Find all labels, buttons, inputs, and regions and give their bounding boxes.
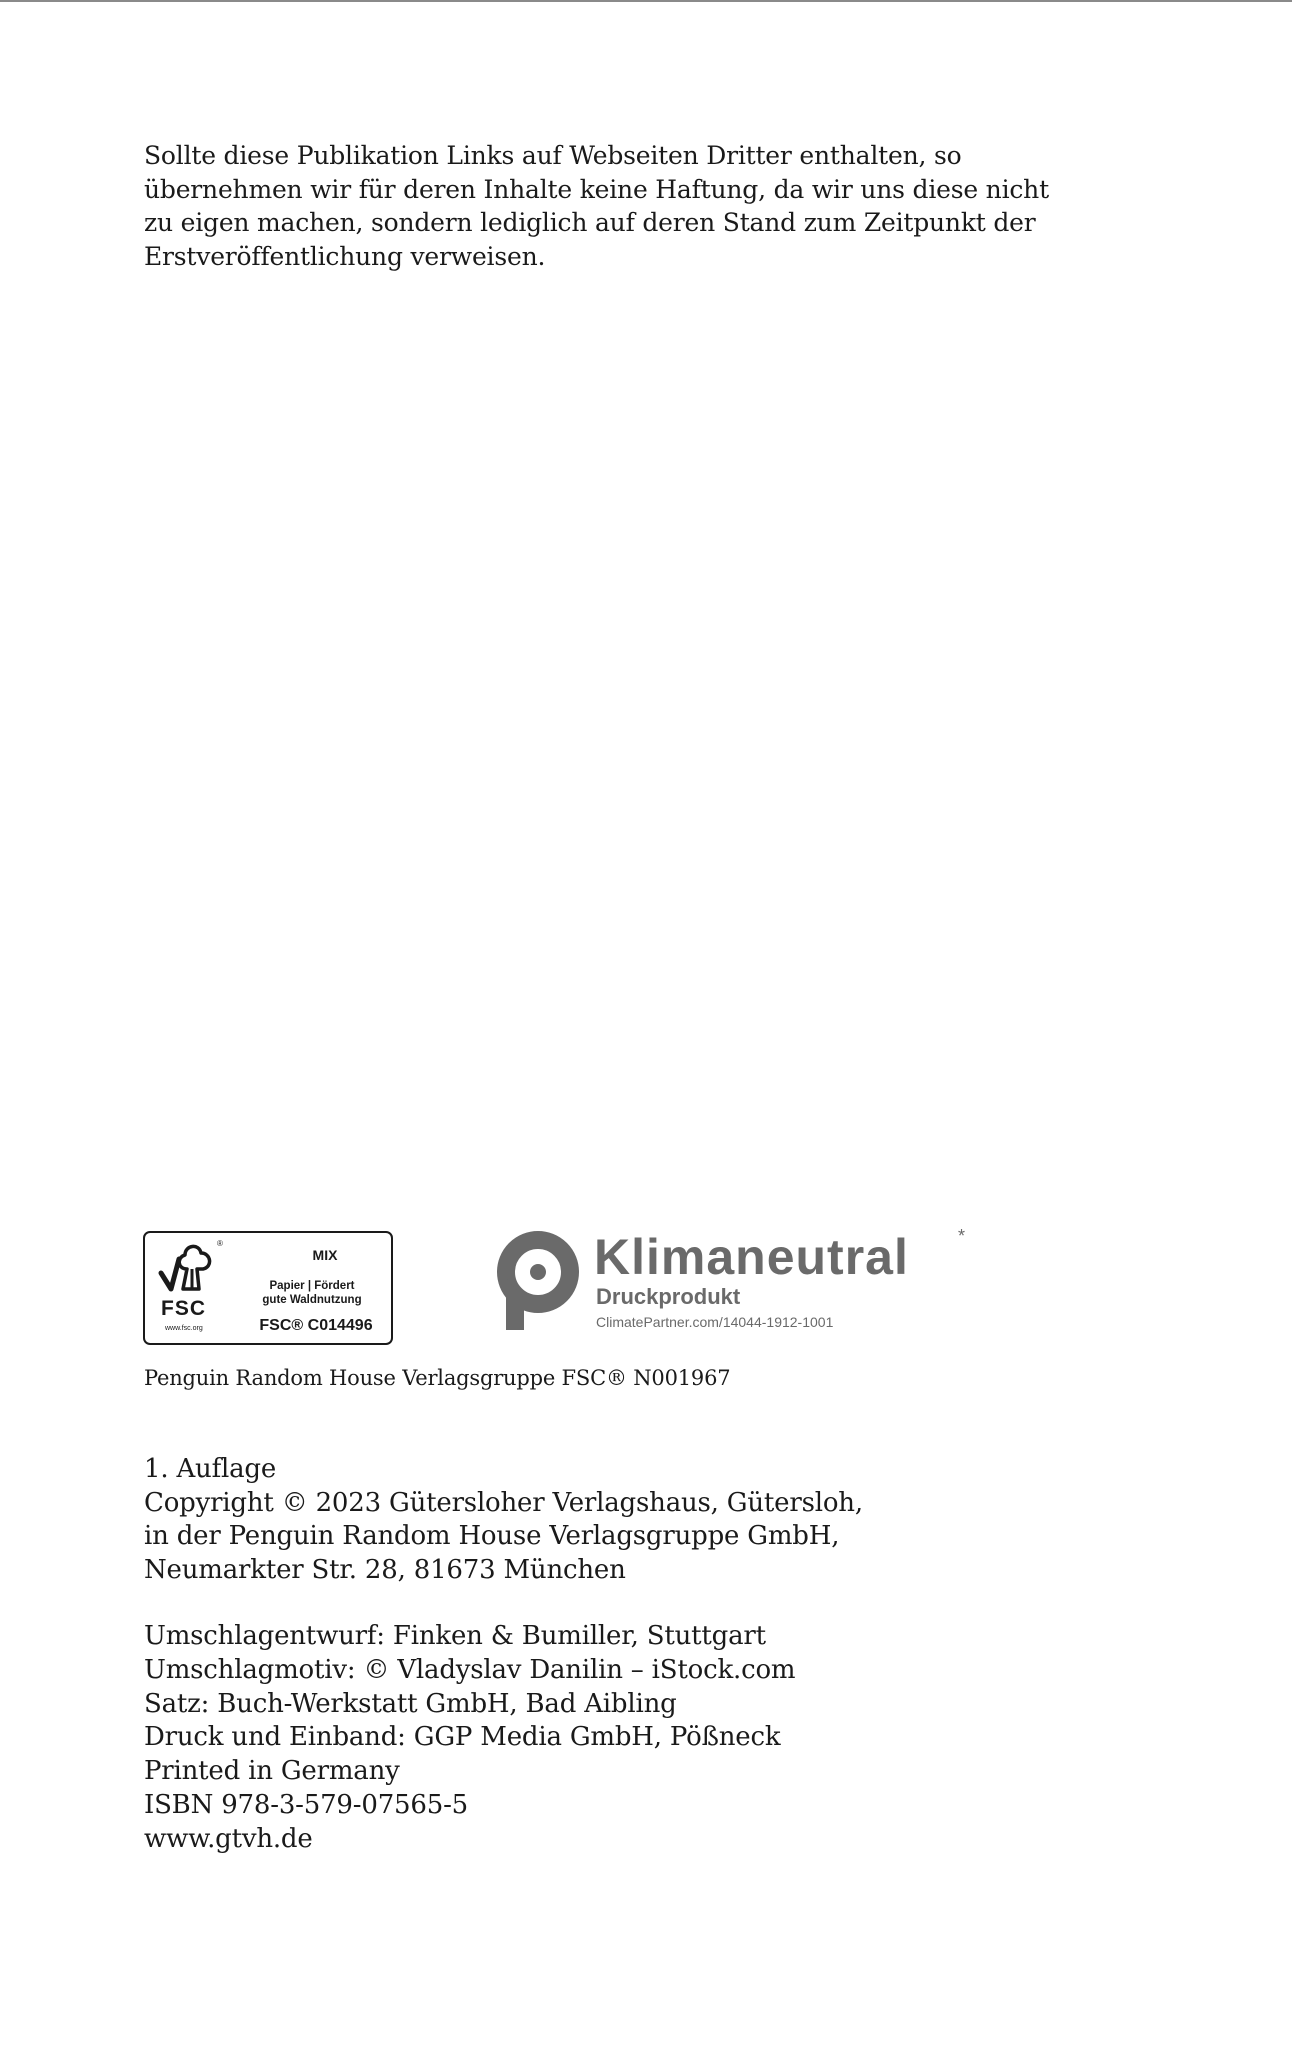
fsc-description-line: Papier | Fördert [269,1280,355,1292]
klimaneutral-title: Klimaneutral [594,1229,909,1285]
top-rule [0,0,1292,2]
publisher-website: www.gtvh.de [144,1823,313,1854]
copyright-block [144,1453,863,1587]
klimaneutral-asterisk: * [958,1226,966,1246]
links-disclaimer [144,139,1049,273]
typesetting-credit: Satz: Buch-Werkstatt GmbH, Bad Aibling [144,1688,677,1719]
fsc-mix-label: MIX [312,1247,338,1263]
cover-design-credit: Umschlagentwurf: Finken & Bumiller, Stuttgart [144,1621,766,1651]
fsc-license-code: FSC® C014496 [259,1317,373,1334]
copyright-line: Neumarkter Str. 28, 81673 München [144,1554,626,1585]
credits-block [144,1620,795,1857]
disclaimer-line: zu eigen machen, sondern lediglich auf deren Stand zum Zeitpunkt der [144,208,1036,237]
fsc-description-line: gute Waldnutzung [262,1294,362,1306]
klimaneutral-logo [490,1228,990,1338]
disclaimer-line: Erstveröffentlichung verweisen. [144,241,546,271]
fsc-url: www.fsc.org [165,1325,203,1332]
printing-credit: Druck und Einband: GGP Media GmbH, Pößneck [144,1722,781,1753]
copyright-line: in der Penguin Random House Verlagsgruppe GmbH, [144,1521,840,1551]
fsc-mix-logo [143,1231,393,1345]
disclaimer-line: Sollte diese Publikation Links auf Webseiten Dritter enthalten, so [144,141,962,170]
fsc-tree-icon [153,1239,217,1297]
disclaimer-line: übernehmen wir für deren Inhalte keine Haftung, da wir uns diese nicht [144,174,1049,204]
klimaneutral-subtitle: Druckprodukt [596,1284,741,1309]
fsc-registered-mark: ® [217,1239,223,1248]
climatepartner-id: ClimatePartner.com/14044-1912-1001 [596,1314,834,1330]
cover-image-credit: Umschlagmotiv: © Vladyslav Danilin – iStock.com [144,1654,796,1685]
printed-in: Printed in Germany [144,1756,400,1787]
edition: 1. Auflage [144,1454,277,1484]
copyright-line: Copyright © 2023 Gütersloher Verlagshaus, Gütersloh, [144,1487,863,1518]
fsc-statement: Penguin Random House Verlagsgruppe FSC® N001967 [144,1366,731,1390]
isbn: ISBN 978-3-579-07565-5 [144,1789,468,1820]
climatepartner-mark-icon [490,1228,586,1332]
fsc-wordmark: FSC [161,1297,206,1320]
fsc-description [237,1279,387,1307]
